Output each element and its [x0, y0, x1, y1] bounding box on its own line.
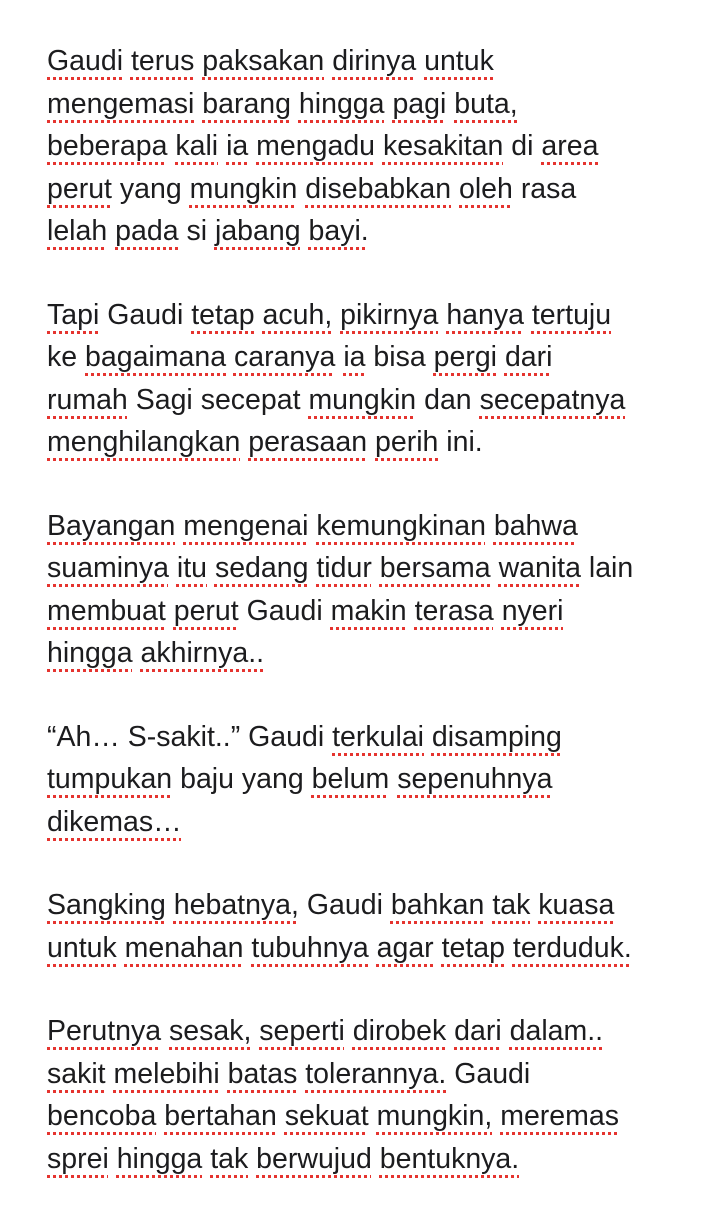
paragraph: [47, 1010, 717, 1180]
text-line: [47, 210, 717, 253]
misspelled-word: wanita: [498, 552, 581, 584]
misspelled-word: bayi.: [308, 215, 369, 247]
misspelled-word: sesak,: [169, 1015, 252, 1047]
misspelled-word: terkulai: [332, 720, 424, 753]
word: bisa: [373, 341, 426, 373]
word: yang: [119, 172, 182, 205]
text-line: [47, 336, 717, 379]
paragraph: [47, 716, 717, 844]
text-line: [47, 1138, 717, 1181]
misspelled-word: terus: [130, 45, 195, 77]
misspelled-word: ia: [343, 341, 366, 373]
word: baju: [180, 763, 234, 795]
misspelled-word: belum: [311, 763, 390, 795]
misspelled-word: tak: [210, 1142, 249, 1175]
text-line: [47, 294, 717, 337]
word: dan: [424, 383, 472, 416]
misspelled-word: terduduk.: [512, 931, 632, 964]
word: secepat: [200, 383, 301, 416]
misspelled-word: tetap: [441, 931, 505, 964]
misspelled-word: mungkin: [189, 172, 298, 205]
text-line: [47, 168, 717, 211]
note-body[interactable]: [47, 40, 717, 1221]
word: si: [186, 215, 208, 247]
misspelled-word: bahkan: [390, 889, 485, 921]
word: ini.: [446, 426, 483, 458]
paragraph: [47, 505, 717, 675]
misspelled-word: dalam..: [509, 1015, 604, 1047]
misspelled-word: dari: [504, 341, 553, 373]
word: “Ah…: [47, 720, 120, 753]
paragraph: [47, 40, 717, 253]
misspelled-word: bencoba: [47, 1100, 157, 1132]
misspelled-word: Tapi: [47, 298, 100, 331]
misspelled-word: hanya: [446, 298, 524, 331]
misspelled-word: dari: [454, 1015, 502, 1047]
misspelled-word: mengenai: [183, 509, 309, 542]
misspelled-word: tidur: [316, 552, 372, 584]
misspelled-word: membuat: [47, 594, 166, 627]
misspelled-word: area: [541, 130, 599, 162]
misspelled-word: bertahan: [164, 1100, 277, 1132]
misspelled-word: kuasa: [538, 889, 615, 921]
word: Gaudi: [107, 298, 184, 331]
word: Gaudi: [306, 889, 383, 921]
misspelled-word: batas: [227, 1057, 298, 1090]
misspelled-word: disamping: [431, 720, 562, 753]
misspelled-word: dirinya: [332, 45, 417, 77]
misspelled-word: caranya: [233, 341, 336, 373]
text-line: [47, 547, 717, 590]
text-line: [47, 801, 717, 844]
misspelled-word: paksakan: [202, 45, 325, 77]
text-line: [47, 505, 717, 548]
text-line: [47, 884, 717, 927]
misspelled-word: kali: [175, 130, 219, 162]
misspelled-word: tolerannya.: [305, 1057, 447, 1090]
misspelled-word: kemungkinan: [316, 509, 486, 542]
misspelled-word: mungkin: [308, 383, 417, 416]
misspelled-word: akhirnya..: [140, 637, 265, 669]
text-line: [47, 1095, 717, 1138]
word: Gaudi: [248, 720, 325, 753]
word: di: [511, 130, 534, 162]
text-line: [47, 1010, 717, 1053]
misspelled-word: buta,: [454, 87, 518, 120]
misspelled-word: menahan: [124, 931, 244, 964]
misspelled-word: hingga: [298, 87, 385, 120]
misspelled-word: kesakitan: [382, 130, 504, 162]
misspelled-word: bentuknya.: [379, 1142, 520, 1175]
misspelled-word: dikemas…: [47, 805, 182, 838]
misspelled-word: melebihi: [113, 1057, 220, 1090]
misspelled-word: Gaudi: [47, 45, 124, 77]
paragraph: [47, 884, 717, 969]
text-line: [47, 379, 717, 422]
misspelled-word: sedang: [214, 552, 309, 584]
misspelled-word: mengemasi: [47, 87, 195, 120]
misspelled-word: tetap: [191, 298, 255, 331]
misspelled-word: tumpukan: [47, 763, 173, 795]
misspelled-word: ia: [226, 130, 249, 162]
text-line: [47, 590, 717, 633]
misspelled-word: menghilangkan: [47, 426, 241, 458]
word: lain: [588, 552, 634, 584]
misspelled-word: makin: [330, 594, 407, 627]
misspelled-word: sakit: [47, 1057, 106, 1090]
text-line: [47, 1053, 717, 1096]
text-line: [47, 125, 717, 168]
misspelled-word: pikirnya: [340, 298, 439, 331]
word: S-sakit..”: [127, 720, 241, 753]
word: rasa: [520, 172, 577, 205]
text-line: [47, 83, 717, 126]
misspelled-word: tubuhnya: [251, 931, 369, 964]
misspelled-word: lelah: [47, 215, 108, 247]
word: Gaudi: [246, 594, 323, 627]
misspelled-word: mengadu: [256, 130, 376, 162]
misspelled-word: tertuju: [531, 298, 612, 331]
misspelled-word: bersama: [379, 552, 491, 584]
misspelled-word: terasa: [414, 594, 494, 627]
text-line: [47, 716, 717, 759]
misspelled-word: pergi: [433, 341, 498, 373]
text-line: [47, 758, 717, 801]
misspelled-word: meremas: [500, 1100, 619, 1132]
misspelled-word: Perutnya: [47, 1015, 162, 1047]
misspelled-word: Bayangan: [47, 509, 176, 542]
misspelled-word: hebatnya,: [173, 889, 299, 921]
misspelled-word: pagi: [392, 87, 447, 120]
misspelled-word: suaminya: [47, 552, 169, 584]
misspelled-word: perih: [375, 426, 439, 458]
misspelled-word: disebabkan: [305, 172, 452, 205]
text-line: [47, 632, 717, 675]
misspelled-word: Sangking: [47, 889, 166, 921]
misspelled-word: bahwa: [493, 509, 578, 542]
text-line: [47, 40, 717, 83]
misspelled-word: jabang: [214, 215, 301, 247]
misspelled-word: itu: [176, 552, 208, 584]
paragraph: [47, 294, 717, 464]
misspelled-word: acuh,: [262, 298, 333, 331]
misspelled-word: untuk: [424, 45, 494, 77]
word: ke: [47, 341, 78, 373]
misspelled-word: oleh: [459, 172, 513, 205]
misspelled-word: nyeri: [501, 594, 564, 627]
text-line: [47, 927, 717, 970]
misspelled-word: sekuat: [284, 1100, 369, 1132]
misspelled-word: pada: [115, 215, 179, 247]
misspelled-word: perut: [47, 172, 112, 205]
misspelled-word: berwujud: [256, 1142, 372, 1175]
misspelled-word: tak: [492, 889, 531, 921]
misspelled-word: sepenuhnya: [397, 763, 553, 795]
misspelled-word: sprei: [47, 1142, 109, 1175]
misspelled-word: beberapa: [47, 130, 168, 162]
misspelled-word: barang: [202, 87, 291, 120]
text-line: [47, 421, 717, 464]
misspelled-word: hingga: [47, 637, 133, 669]
misspelled-word: bagaimana: [85, 341, 227, 373]
misspelled-word: secepatnya: [479, 383, 626, 416]
misspelled-word: perasaan: [248, 426, 368, 458]
word: Sagi: [135, 383, 193, 416]
misspelled-word: mungkin,: [376, 1100, 493, 1132]
misspelled-word: untuk: [47, 931, 117, 964]
misspelled-word: rumah: [47, 383, 128, 416]
word: Gaudi: [454, 1057, 531, 1090]
misspelled-word: perut: [173, 594, 239, 627]
misspelled-word: hingga: [116, 1142, 203, 1175]
misspelled-word: agar: [376, 931, 434, 964]
word: yang: [241, 763, 304, 795]
misspelled-word: seperti: [259, 1015, 345, 1047]
misspelled-word: dirobek: [352, 1015, 447, 1047]
